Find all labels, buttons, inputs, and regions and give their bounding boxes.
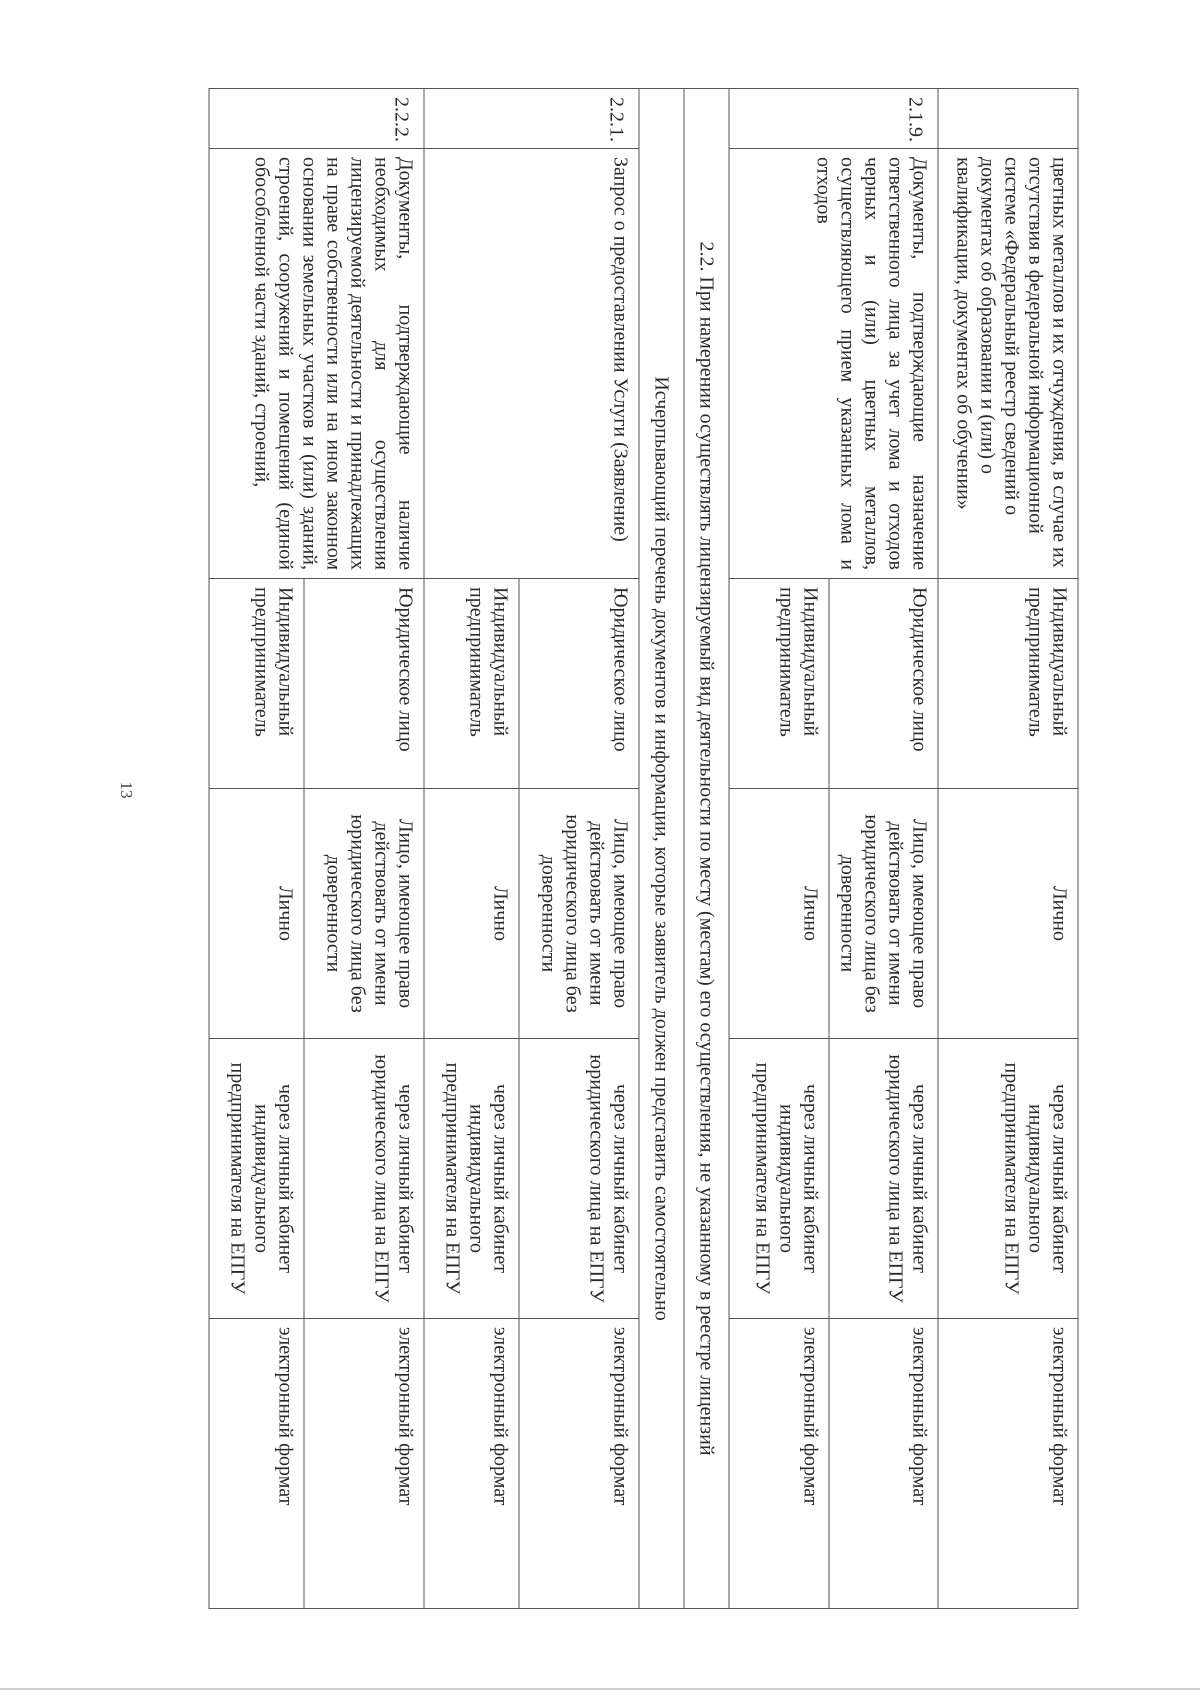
submitter: Лично [209,789,304,1039]
document-format: электронный формат [304,1319,424,1609]
table-row [938,89,1078,1609]
document-description: Запрос о предоставлении Услуги (Заявление) [424,149,639,579]
table-row [304,89,424,1609]
document-format: электронный формат [729,1319,829,1609]
submission-method: через личный кабинет юридического лица на ЕПГУ [304,1039,424,1319]
table-row [519,89,639,1609]
submitter: Лично [424,789,519,1039]
page-number: 13 [117,781,136,799]
submitter: Лично [938,789,1078,1039]
table-row [829,89,938,1609]
submitter: Лицо, имеющее право действовать от имени юридического лица без доверенности [304,789,424,1039]
applicant-category: Индивидуальный предприниматель [424,579,519,789]
submission-method: через личный кабинет индивидуального предпринимателя на ЕПГУ [729,1039,829,1319]
rotated-page [116,88,1079,1608]
section-heading: 2.2. При намерении осуществлять лицензируемый вид деятельности по месту (местам) его осуществления, не указанному в реестре лицензий [684,89,729,1609]
document-format: электронный формат [209,1319,304,1609]
document-format: электронный формат [519,1319,639,1609]
row-number: 2.1.9. [729,89,938,149]
applicant-category: Индивидуальный предприниматель [729,579,829,789]
submission-method: через личный кабинет индивидуального предпринимателя на ЕПГУ [938,1039,1078,1319]
section-row [639,89,684,1609]
applicant-category: Индивидуальный предприниматель [209,579,304,789]
scan-edge [0,1688,1200,1690]
submitter: Лицо, имеющее право действовать от имени юридического лица без доверенности [519,789,639,1039]
submission-method: через личный кабинет индивидуального предпринимателя на ЕПГУ [424,1039,519,1319]
submitter: Лицо, имеющее право действовать от имени юридического лица без доверенности [829,789,938,1039]
document-description: Документы, подтверждающие назначение ответственного лица за учет лома и отходов черных и (или) цветных металлов, осуществляющего прием указанных лома и отходов [729,149,938,579]
document-description: Документы, подтверждающие наличие необходимых для осуществления лицензируемой деятельности и принадлежащих на праве собственности или на ином законном основании земельных участков и (или) зданий, строений, сооружений и помещений (единой обособленной части зданий, строений, [209,149,424,579]
document-description: цветных металлов и их отчуждения, в случае их отсутствия в федеральной информационной системе «Федеральный реестр сведений о документах об образовании и (или) о квалификации, документах об обучении» [938,149,1078,579]
row-number [938,89,1078,149]
subsection-heading: Исчерпывающий перечень документов и информации, которые заявитель должен представить самостоятельно [639,89,684,1609]
applicant-category: Юридическое лицо [829,579,938,789]
section-row [684,89,729,1609]
submission-method: через личный кабинет индивидуального предпринимателя на ЕПГУ [209,1039,304,1319]
document-format: электронный формат [424,1319,519,1609]
row-number: 2.2.1. [424,89,639,149]
document-format: электронный формат [938,1319,1078,1609]
submission-method: через личный кабинет юридического лица на ЕПГУ [829,1039,938,1319]
document-format: электронный формат [829,1319,938,1609]
submission-method: через личный кабинет юридического лица на ЕПГУ [519,1039,639,1319]
submitter: Лично [729,789,829,1039]
applicant-category: Юридическое лицо [519,579,639,789]
documents-table [209,88,1079,1609]
applicant-category: Индивидуальный предприниматель [938,579,1078,789]
applicant-category: Юридическое лицо [304,579,424,789]
row-number: 2.2.2. [209,89,424,149]
